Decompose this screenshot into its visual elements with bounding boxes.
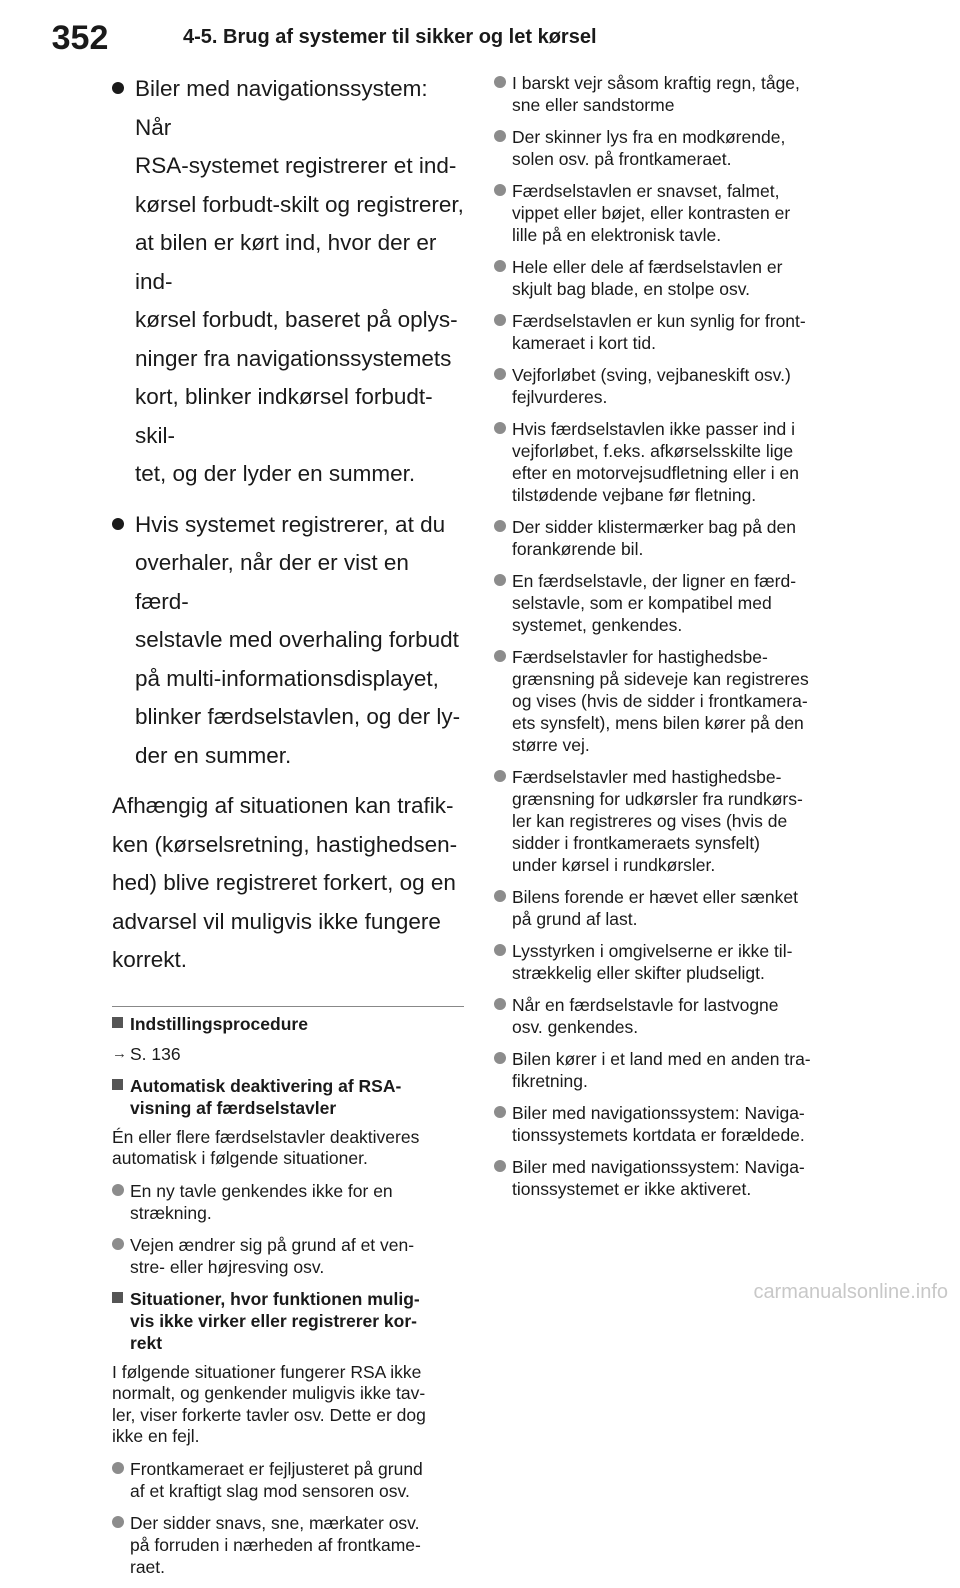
text-line: selstavle med overhaling forbudt [135,627,459,652]
text-line: strækkelig eller skifter pludseligt. [512,963,765,983]
text-line: på multi-informationsdisplayet, [135,665,439,691]
bullet-dot-icon [112,1184,124,1196]
bullet-text [135,506,464,776]
text-line: overhaler, når der er vist en færd- [135,550,409,614]
text-line: solen osv. på frontkameraet. [512,149,732,169]
text-line: på forruden i nærheden af frontkame- [130,1534,421,1555]
text-line: Frontkameraet er fejljusteret på grund [130,1458,423,1479]
bullet-text [512,940,850,984]
settings-heading: Indstillingsprocedure [112,1013,464,1035]
text-line: Når en færdselstavle for lastvogne [512,995,779,1015]
text-line: vippet eller bøjet, eller kontrasten er [512,203,791,223]
bullet-item [494,364,850,408]
bullet-dot-icon [494,422,506,434]
text-line: kort, blinker indkørsel forbudt-skil- [135,384,433,448]
text-line: tionssystemet er ikke aktiveret. [512,1179,752,1199]
bullet-text [512,126,850,170]
bullet-dot-icon [112,1238,124,1250]
situations-text [112,1362,464,1448]
bullet-text [130,1458,464,1502]
bullet-text [130,1180,464,1224]
bullet-text [135,70,464,494]
bullet-dot-icon [494,1052,506,1064]
bullet-item [494,256,850,300]
bullet-text [512,72,850,116]
bullet-dot-icon [494,770,506,782]
bullet-text [512,516,850,560]
bullet-item [112,506,464,776]
text-line: ler kan registreres og vises (hvis de [512,811,788,831]
bullet-dot-icon [494,130,506,142]
bullet-item [494,1102,850,1146]
text-line: ler, viser forkerte tavler osv. Dette er dog [112,1404,426,1425]
text-line: rekt [130,1332,163,1353]
text-line: I barskt vejr såsom kraftig regn, tåge, [512,73,800,93]
bullet-dot-icon [494,890,506,902]
text-line: forankørende bil. [512,539,644,559]
text-line: grænsning på sideveje kan registreres [512,669,809,689]
bullet-dot-icon [494,998,506,1010]
text-line: Én eller flere færdselstavler deaktiveres [112,1126,420,1147]
bullet-text [512,364,850,408]
bullet-text [512,256,850,300]
text-line: Lysstyrken i omgivelserne er ikke til- [512,941,793,961]
text-line: En ny tavle genkendes ikke for en [130,1180,393,1201]
bullet-text [512,1102,850,1146]
text-line: kørsel forbudt-skilt og registrerer, [135,191,464,217]
bullet-item [112,1512,464,1578]
text-line: stre- eller højresving osv. [130,1256,325,1277]
text-line: efter en motorvejsudfletning eller i en [512,463,799,483]
text-line: Hvis systemet registrerer, at du [135,511,446,537]
right-column [494,72,850,1210]
arrow-right-icon: → [112,1044,127,1062]
bullet-dot-icon [494,314,506,326]
text-line: advarsel vil muligvis ikke fungere [112,908,441,934]
text-line: visning af færdselstavler [130,1097,337,1118]
bullet-dot-icon [494,76,506,88]
square-bullet-icon [112,1079,123,1090]
square-bullet-icon [112,1292,123,1303]
text-line: En færdselstavle, der ligner en færd- [512,571,797,591]
text-line: sne eller sandstorme [512,95,675,115]
text-line: tet, og der lyder en summer. [135,461,416,486]
text-line: ken (kørselsretning, hastighedsen- [112,831,458,857]
bullet-text [512,646,850,756]
text-line: og vises (hvis de sidder i frontkamera- [512,691,808,711]
text-line: Vejen ændrer sig på grund af et ven- [130,1234,415,1255]
bullet-item [494,180,850,246]
bullet-item [494,516,850,560]
bullet-dot-icon [112,1462,124,1474]
bullet-dot-icon [494,574,506,586]
bullet-item [494,886,850,930]
page-reference-link[interactable]: → S. 136 [112,1043,181,1064]
bullet-dot-icon [494,520,506,532]
bullet-item [494,126,850,170]
text-line: Afhængig af situationen kan trafik- [112,793,454,818]
page-header [0,0,960,80]
text-line: Vejforløbet (sving, vejbaneskift osv.) [512,365,791,385]
text-line: Situationer, hvor funktionen mulig- [130,1288,420,1309]
bullet-item [494,646,850,756]
text-line: I følgende situationer fungerer RSA ikke [112,1361,422,1382]
text-line: normalt, og genkender muligvis ikke tav- [112,1383,426,1403]
text-line: ikke en fejl. [112,1426,200,1446]
text-line: Hvis færdselstavlen ikke passer ind i [512,419,796,439]
text-line: på grund af last. [512,909,638,929]
bullet-dot-icon [494,184,506,196]
section-title: 4-5. Brug af systemer til sikker og let kørsel [183,26,597,48]
text-line: tionssystemets kortdata er forældede. [512,1125,805,1145]
text-line: kameraet i kort tid. [512,333,656,353]
text-line: fejlvurderes. [512,387,608,407]
bullet-item [494,940,850,984]
text-line: korrekt. [112,947,188,972]
bullet-item [494,994,850,1038]
bullet-item [494,570,850,636]
bullet-item [494,1048,850,1092]
text-line: Færdselstavlen er snavset, falmet, [512,181,780,201]
text-line: Færdselstavler med hastighedsbe- [512,767,782,787]
text-line: automatisk i følgende situationer. [112,1148,368,1168]
bullet-dot-icon [494,944,506,956]
text-line: af et kraftigt slag mod sensoren osv. [130,1480,410,1501]
text-line: Færdselstavlen er kun synlig for front- [512,311,806,331]
text-line: at bilen er kørt ind, hvor der er ind- [135,230,437,294]
text-line: kørsel forbudt, baseret på oplys- [135,307,458,332]
text-line: strækning. [130,1202,212,1223]
text-line: Biler med navigationssystem: Naviga- [512,1103,805,1123]
text-line: selstavle, som er kompatibel med [512,593,772,613]
text-line: grænsning for udkørsler fra rundkørs- [512,789,803,809]
text-line: der en summer. [135,742,292,768]
bullet-text [130,1512,464,1578]
text-line: fikretning. [512,1071,588,1091]
bullet-dot-icon [112,82,124,94]
square-bullet-icon [112,1017,123,1028]
bullet-text [512,994,850,1038]
text-line: Biler med navigationssystem: Når [135,76,428,140]
bullet-item [494,1156,850,1200]
situations-heading [112,1288,464,1354]
text-line: Der sidder snavs, sne, mærkater osv. [130,1512,420,1533]
text-line: tilstødende vejbane før fletning. [512,485,757,505]
left-column [112,70,464,1588]
bullet-text [512,1156,850,1200]
bullet-text [512,886,850,930]
section-divider [112,1006,464,1007]
text-line: Automatisk deaktivering af RSA- [130,1075,402,1096]
bullet-item [112,1458,464,1502]
bullet-dot-icon [494,260,506,272]
bullet-item [494,72,850,116]
auto-deactivation-heading [112,1075,464,1119]
bullet-item [494,310,850,354]
bullet-item [494,766,850,876]
bullet-dot-icon [494,1160,506,1172]
page-number: 352 [51,18,109,57]
text-line: blinker færdselstavlen, og der ly- [135,704,461,729]
bullet-item [494,418,850,506]
bullet-dot-icon [494,368,506,380]
bullet-item [112,1180,464,1224]
text-line: under kørsel i rundkørsler. [512,855,716,875]
intro-paragraph [112,787,464,980]
bullet-dot-icon [112,518,124,530]
bullet-text [512,1048,850,1092]
bullet-text [512,418,850,506]
text-line: RSA-systemet registrerer et ind- [135,153,457,178]
watermark: carmanualsonline.info [753,1281,948,1303]
auto-deactivation-text [112,1127,464,1170]
bullet-text [512,766,850,876]
text-line: systemet, genkendes. [512,615,683,635]
bullet-text [512,310,850,354]
text-line: vejforløbet, f.eks. afkørselsskilte lige [512,441,794,461]
text-line: ets synsfelt), mens bilen kører på den [512,713,804,733]
text-line: Der skinner lys fra en modkørende, [512,127,786,147]
bullet-text [512,570,850,636]
bullet-text [130,1234,464,1278]
text-line: større vej. [512,735,590,755]
bullet-dot-icon [494,1106,506,1118]
text-line: Færdselstavler for hastighedsbe- [512,647,768,667]
text-line: lille på en elektronisk tavle. [512,225,722,245]
bullet-item [112,1234,464,1278]
bullet-dot-icon [112,1516,124,1528]
text-line: vis ikke virker eller registrerer kor- [130,1310,417,1331]
text-line: raet. [130,1556,166,1577]
text-line: Bilen kører i et land med en anden tra- [512,1049,811,1069]
text-line: hed) blive registreret forkert, og en [112,870,456,895]
bullet-item [112,70,464,494]
text-line: Bilens forende er hævet eller sænket [512,887,798,907]
text-line: Der sidder klistermærker bag på den [512,517,797,537]
text-line: ninger fra navigationssystemets [135,345,452,371]
text-line: skjult bag blade, en stolpe osv. [512,279,751,299]
text-line: Hele eller dele af færdselstavlen er [512,257,783,277]
bullet-text [512,180,850,246]
bullet-dot-icon [494,650,506,662]
text-line: sidder i frontkameraets synsfelt) [512,833,761,853]
text-line: Biler med navigationssystem: Naviga- [512,1157,805,1177]
text-line: osv. genkendes. [512,1017,639,1037]
